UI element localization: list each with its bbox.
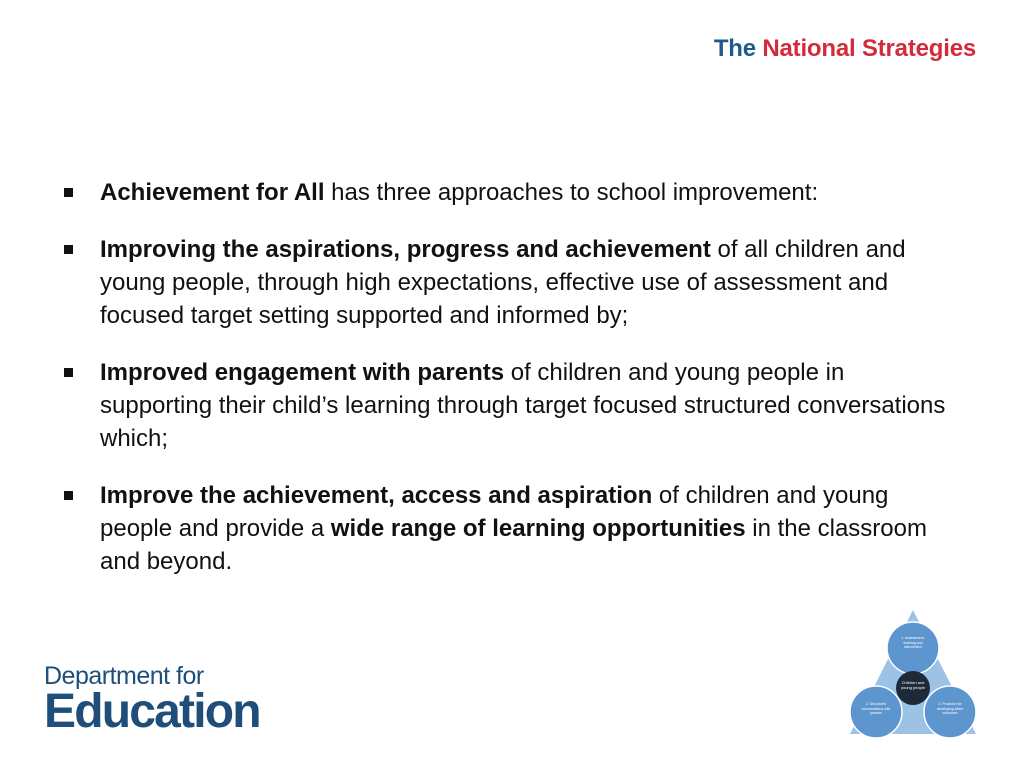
diagram-right-label: 3. Provision for developing wider outcomes (936, 702, 964, 715)
square-bullet-icon (64, 188, 73, 197)
bullet-bold-text: Improve the achievement, access and aspiration (100, 482, 653, 509)
diagram-top-label: 1. Assessment, tracking and intervention (901, 636, 925, 649)
bullet-text: in the classroom and beyond. (100, 515, 927, 575)
department-for-education-logo (44, 662, 260, 736)
approaches-diagram (846, 606, 980, 742)
bullet-text: of children and young people in supporting their child’s learning through target focused structured conversations which; (100, 359, 946, 452)
bullet-bold-text: Achievement for All (100, 179, 325, 206)
bullet-item (62, 176, 962, 209)
bullet-bold-text: Improved engagement with parents (100, 359, 505, 386)
bullet-item (62, 479, 962, 578)
bullet-item (62, 356, 962, 455)
logo-national-strategies: National Strategies (762, 35, 976, 62)
dfe-logo-line2: Education (44, 685, 260, 738)
national-strategies-logo (714, 35, 976, 63)
diagram-center-label: Children and young people (900, 680, 926, 690)
bullet-bold-text: wide range of learning opportunities (330, 515, 746, 542)
square-bullet-icon (64, 491, 73, 500)
square-bullet-icon (64, 245, 73, 254)
bullet-text: of children and young people and provide a (100, 482, 889, 542)
bullet-text: of all children and young people, through high expectations, effective use of assessment and focused target setting supported and informed by; (100, 236, 906, 329)
bullet-bold-text: Improving the aspirations, progress and achievement (100, 236, 711, 263)
logo-the: The (713, 35, 756, 62)
square-bullet-icon (64, 368, 73, 377)
bullet-list (62, 176, 962, 602)
bullet-item (62, 233, 962, 332)
diagram-left-label: 2. Structured conversations with parents (861, 702, 891, 715)
bullet-text: has three approaches to school improvement: (324, 179, 819, 206)
dfe-logo-line1: Department for (44, 662, 204, 690)
